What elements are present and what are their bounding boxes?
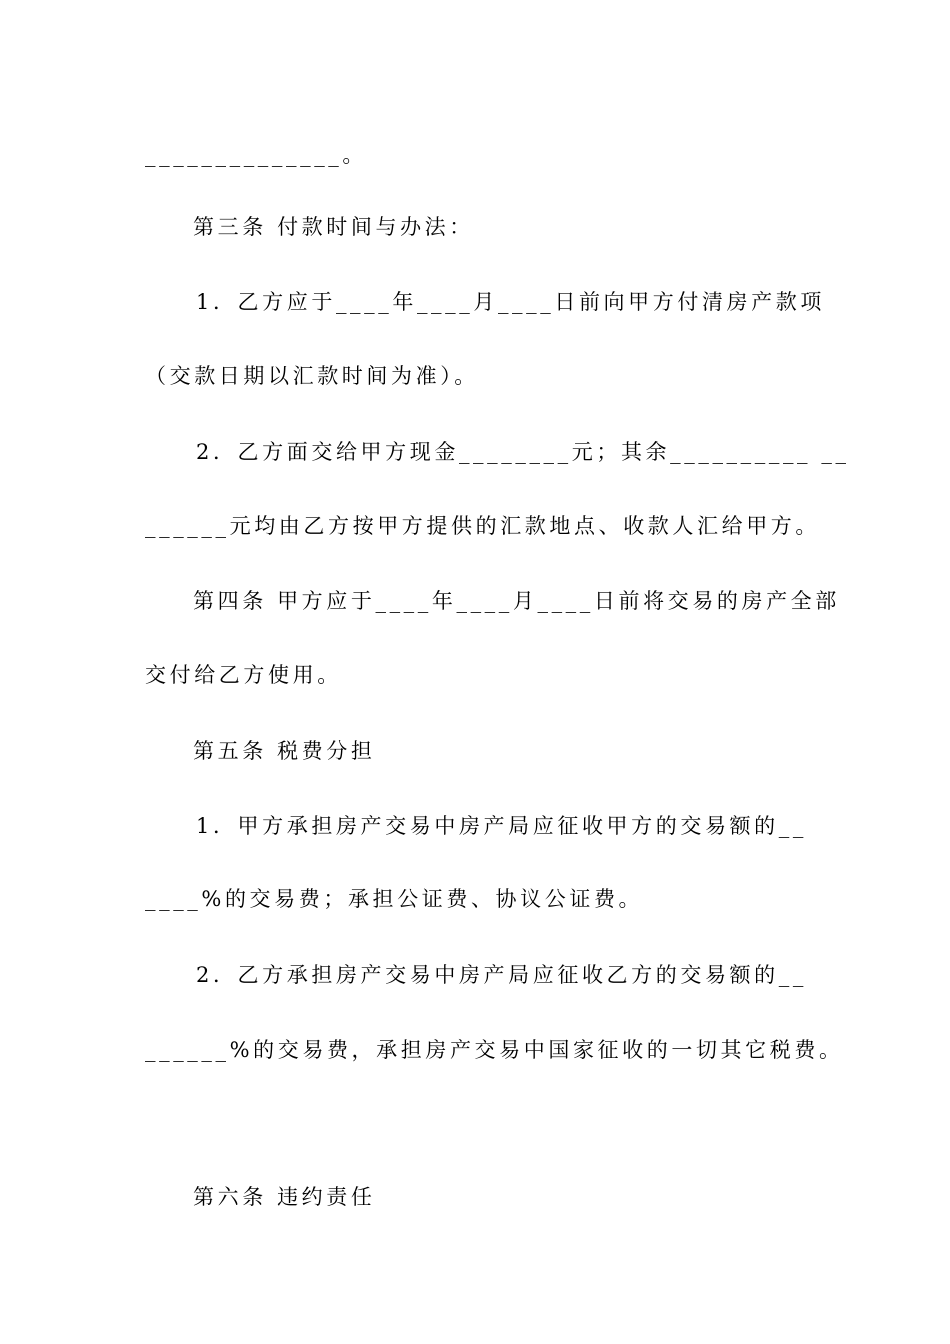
article-5-item-1-line-1: 1．甲方承担房产交易中房产局应征收甲方的交易额的__ — [196, 814, 807, 838]
article-5-item-1-line-2: ____%的交易费；承担公证费、协议公证费。 — [145, 887, 644, 911]
article-3-heading: 第三条 付款时间与办法： — [193, 215, 474, 239]
article-3-item-1-line-1: 1．乙方应于____年____月____日前向甲方付清房产款项 — [196, 290, 825, 314]
blank-line-continuation: ______________。 — [145, 143, 367, 167]
article-4-line-1: 第四条 甲方应于____年____月____日前将交易的房产全部 — [193, 589, 840, 613]
article-3-item-2-line-2: ______元均由乙方按甲方提供的汇款地点、收款人汇给甲方。 — [145, 514, 820, 538]
article-5-item-2-line-1: 2．乙方承担房产交易中房产局应征收乙方的交易额的__ — [196, 963, 807, 987]
article-5-item-2-line-2: ______%的交易费，承担房产交易中国家征收的一切其它税费。 — [145, 1038, 844, 1062]
article-3-item-1-line-2: （交款日期以汇款时间为准）。 — [145, 364, 479, 388]
article-4-line-2: 交付给乙方使用。 — [145, 663, 342, 687]
article-5-heading: 第五条 税费分担 — [193, 739, 376, 763]
article-6-heading: 第六条 违约责任 — [193, 1185, 376, 1209]
article-3-item-2-line-1: 2．乙方面交给甲方现金________元；其余__________ __ — [196, 440, 850, 464]
